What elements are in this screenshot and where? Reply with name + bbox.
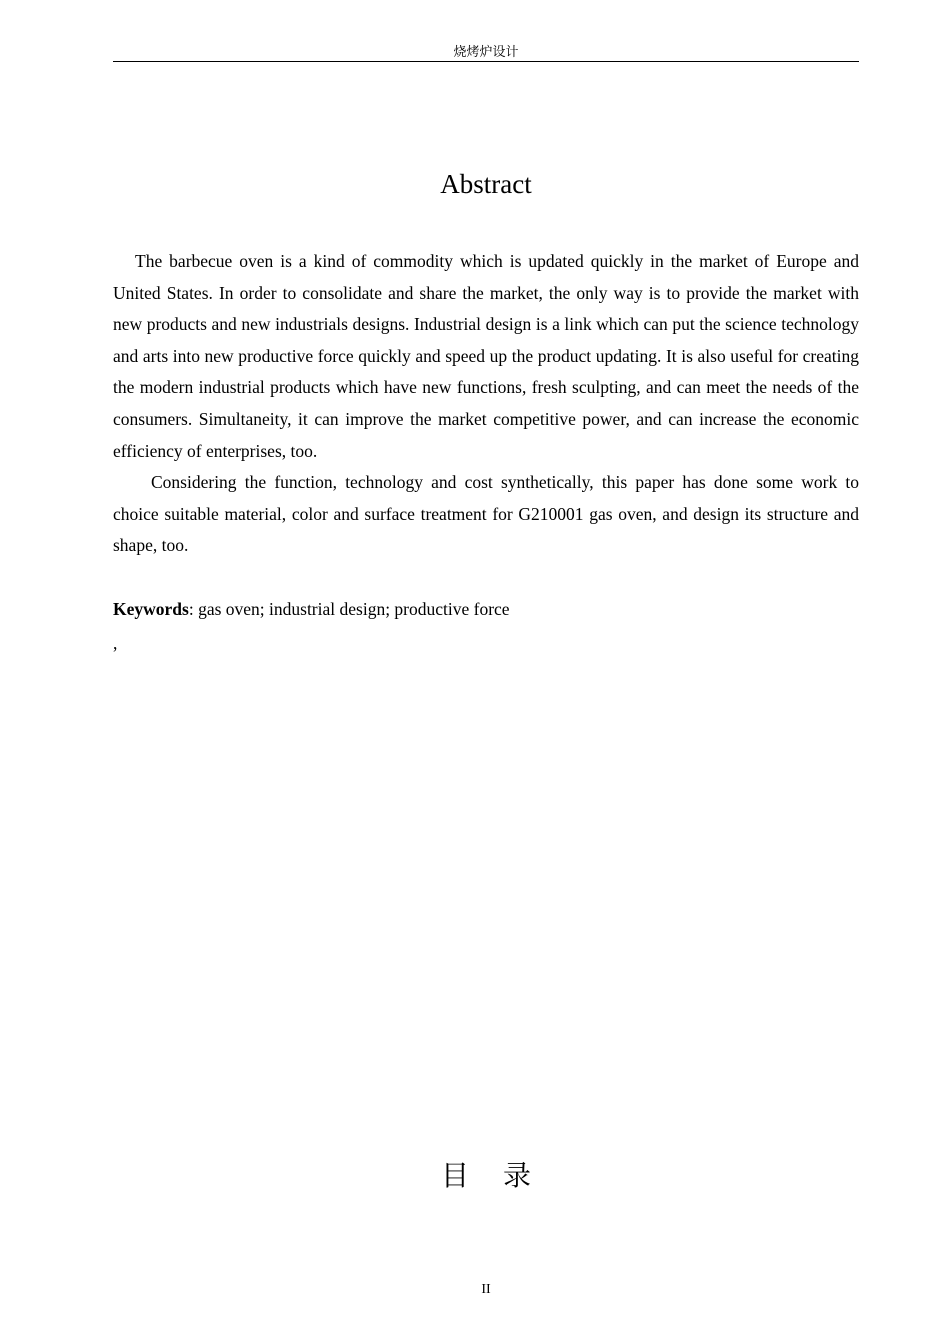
keywords-line: [113, 594, 859, 624]
running-header-title: 烧烤炉设计: [453, 45, 519, 60]
abstract-paragraph: Considering the function, technology and cost synthetically, this paper has done some work to choice suitable material, color and surface treatment for G210001 gas oven, and design its structure and shape, too.: [113, 472, 859, 556]
abstract-body: [113, 246, 859, 562]
keywords-text: : gas oven; industrial design; productive force: [188, 599, 510, 619]
keywords-label: Keywords: [113, 599, 189, 619]
abstract-title: Abstract: [440, 169, 532, 199]
page-number: II: [481, 1282, 491, 1297]
trailing-mark: ,: [113, 633, 118, 653]
toc-heading: 目录: [440, 1159, 565, 1192]
abstract-paragraph: The barbecue oven is a kind of commodity which is updated quickly in the market of Europe and United States. In order to consolidate and share the market, the only way is to provide the market with new products and new industrials designs. Industrial design is a link which can put the science technology and arts into new productive force quickly and speed up the product updating. It is also useful for creating the modern industrial products which have new functions, fresh sculpting, and can meet the needs of the consumers. Simultaneity, it can improve the market competitive power, and can increase the economic efficiency of enterprises, too.: [113, 251, 859, 461]
running-header: [113, 44, 859, 62]
